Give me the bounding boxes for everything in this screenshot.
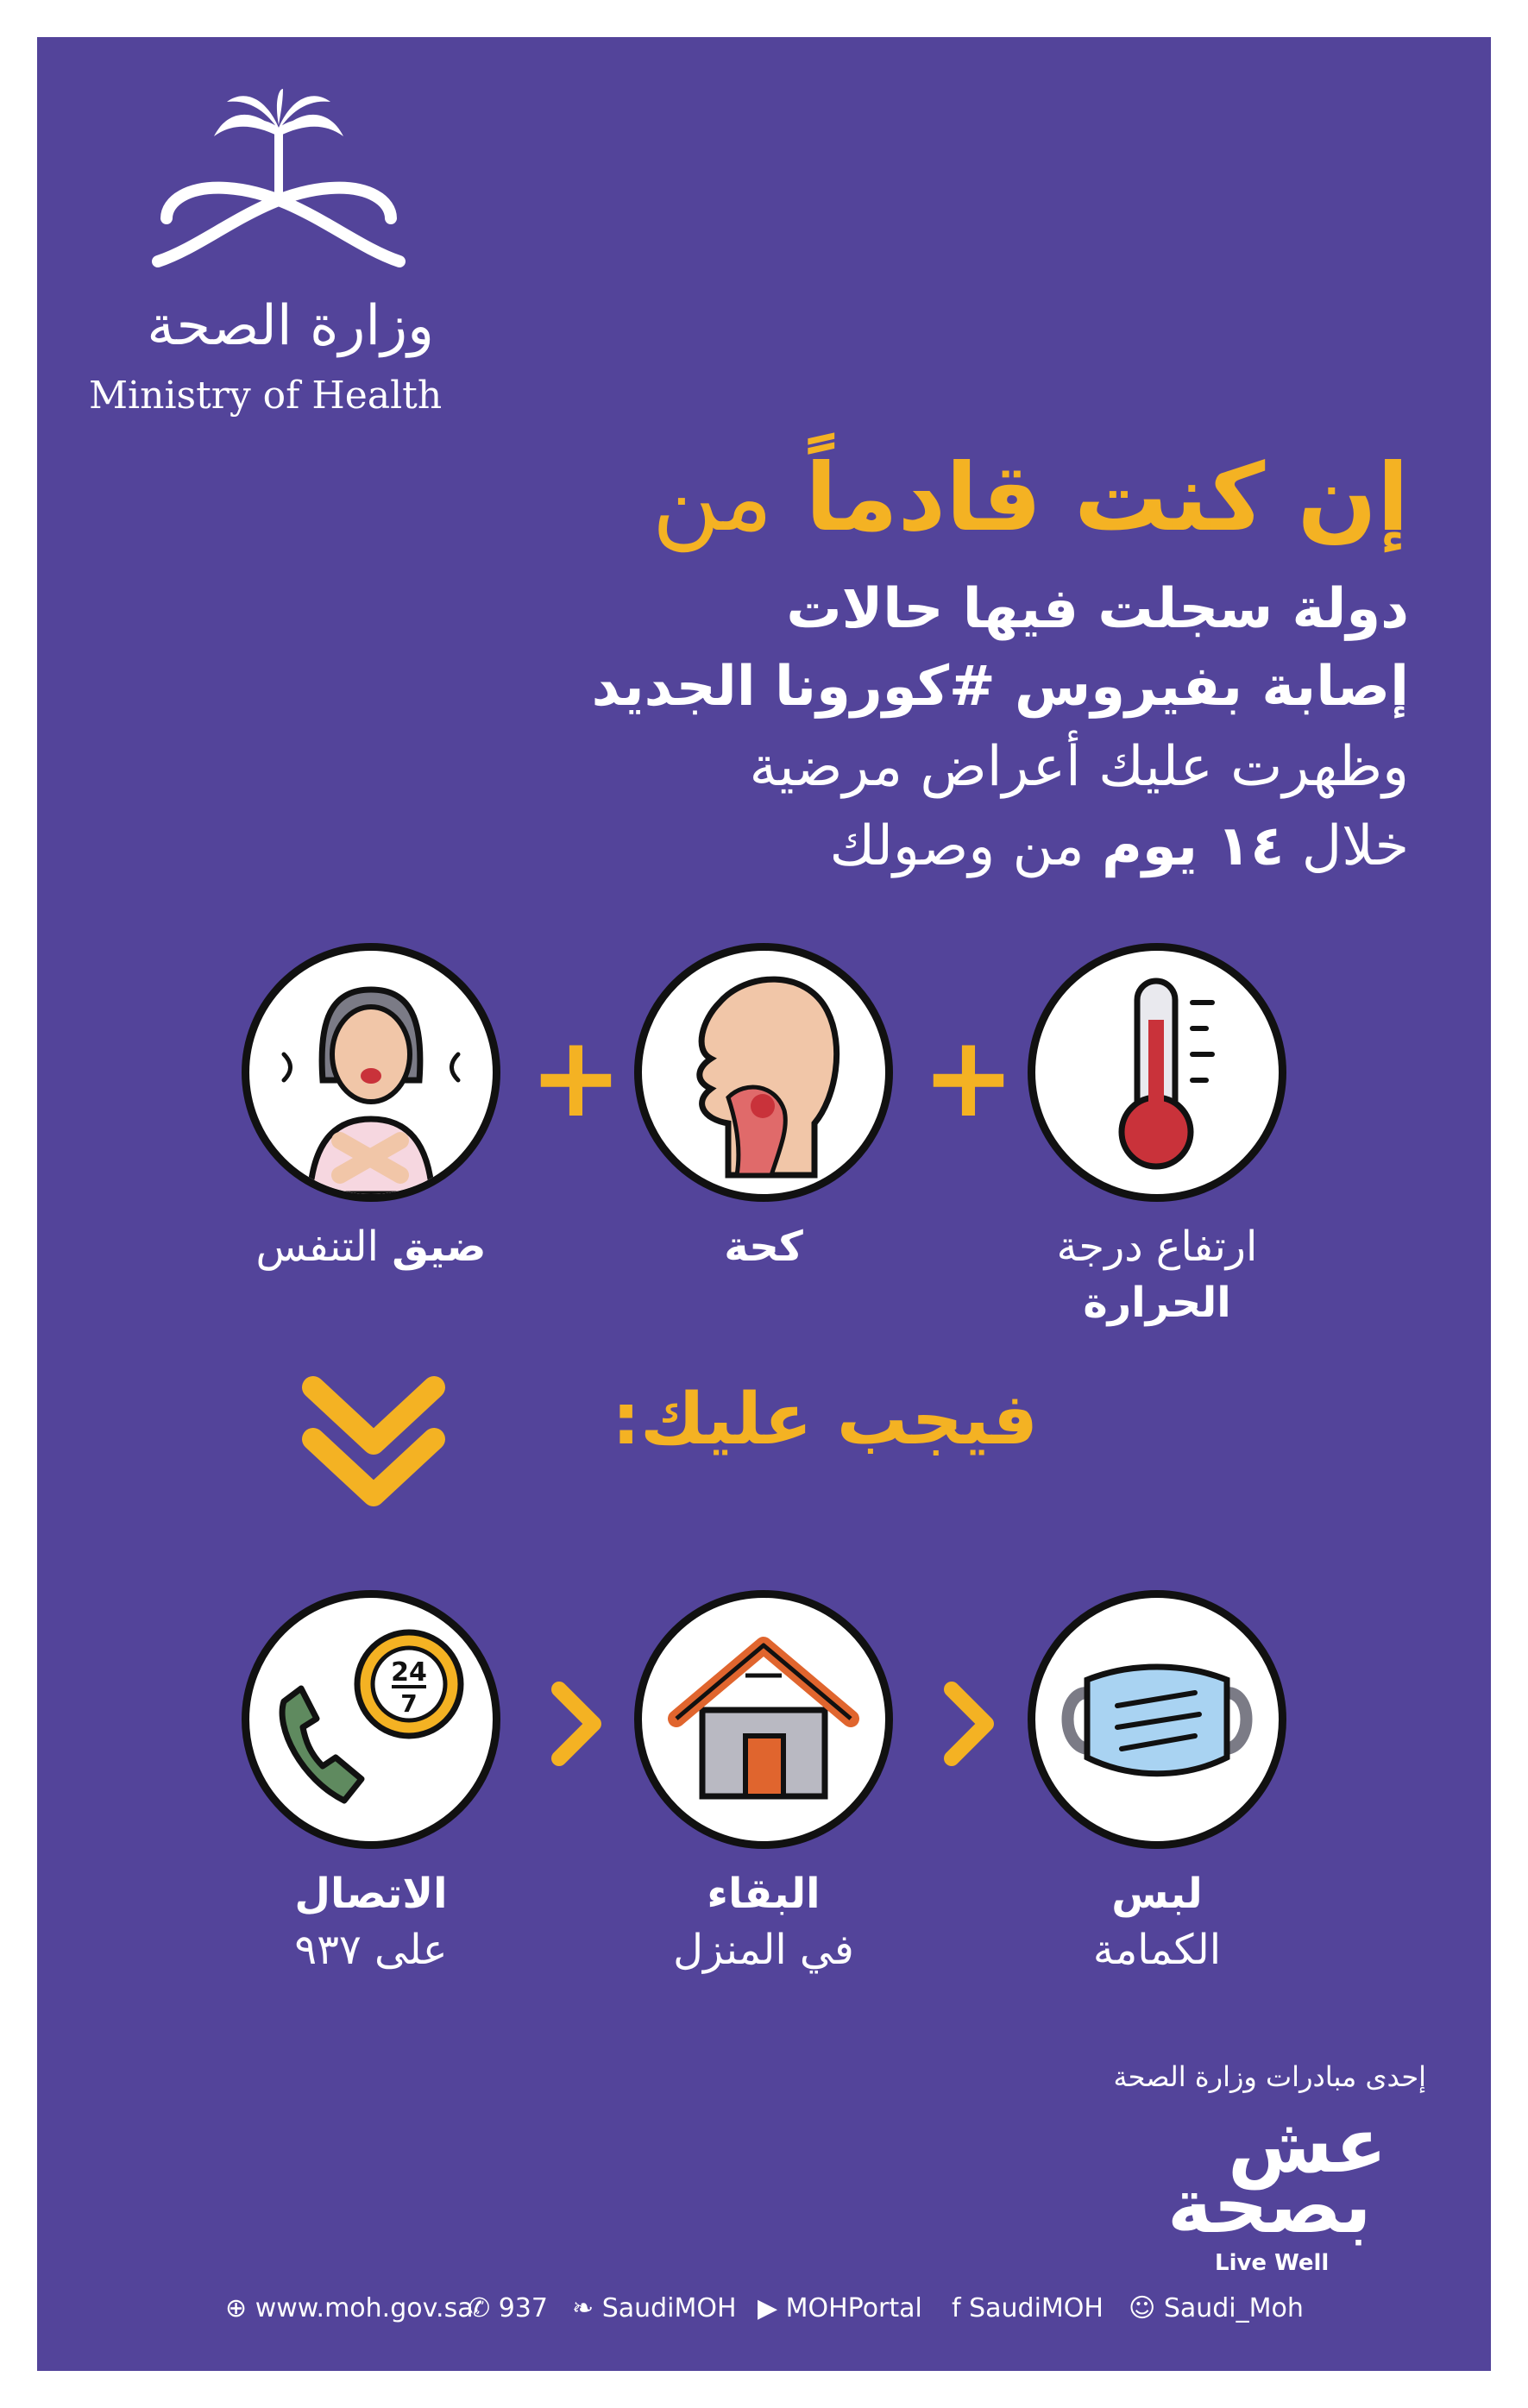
- symptom-cough-caption: كحة: [724, 1223, 803, 1271]
- chevron-icon: [542, 1676, 611, 1771]
- palm-and-swords-icon: [132, 89, 425, 296]
- plus-icon: +: [921, 1011, 1016, 1142]
- headline-thin-part: من: [651, 444, 773, 552]
- footer-twitter[interactable]: ❧ SaudiMOH: [572, 2293, 737, 2323]
- thermometer-icon: [1035, 951, 1279, 1194]
- plus-icon: +: [529, 1011, 623, 1142]
- globe-icon: ⊕: [225, 2293, 248, 2323]
- intro-line-4-prefix: خلال: [1301, 814, 1409, 878]
- chevron-icon: [934, 1676, 1003, 1771]
- brand-bottom: بصحة: [1167, 2161, 1372, 2250]
- action-call-circle: [242, 1590, 500, 1849]
- double-chevron-down-icon: [296, 1366, 451, 1512]
- logo-english-name: Ministry of Health: [89, 374, 443, 418]
- intro-line-4-days: ١٤ يوم: [1101, 814, 1285, 878]
- intro-line-4: [201, 814, 1409, 880]
- intro-line-2: إصابة بفيروس #كورونا الجديد: [591, 655, 1409, 719]
- symptom-breath-circle: [242, 943, 500, 1202]
- must-label: فيجب عليك:: [612, 1379, 1038, 1461]
- svg-text:24: 24: [391, 1657, 427, 1688]
- headline: [201, 443, 1409, 555]
- face-mask-icon: [1035, 1598, 1279, 1841]
- symptom-fever-circle: [1028, 943, 1286, 1202]
- shortness-of-breath-icon: [249, 951, 493, 1194]
- action-mask-line1: لبس: [1111, 1870, 1203, 1918]
- initiative-text: إحدى مبادرات وزارة الصحة: [1113, 2060, 1426, 2093]
- symptom-breath-bold: ضيق: [392, 1223, 487, 1271]
- intro-line-4-suffix: من وصولك: [829, 814, 1085, 878]
- symptom-breath-rest: التنفس: [255, 1223, 379, 1271]
- symptom-fever-caption: [1002, 1219, 1312, 1331]
- brand-english: Live Well: [1215, 2250, 1330, 2276]
- action-home-line2: في المنزل: [673, 1925, 854, 1974]
- footer-phone[interactable]: ✆ 937: [468, 2293, 548, 2323]
- symptom-cough-circle: [634, 943, 893, 1202]
- symptom-fever-line2: الحرارة: [1083, 1278, 1231, 1327]
- phone-24-7-icon: [249, 1598, 493, 1841]
- intro-line-1: دولة سجلت فيها حالات: [786, 577, 1409, 641]
- logo-arabic-name: وزارة الصحة: [147, 294, 434, 358]
- svg-text:7: 7: [400, 1689, 418, 1718]
- action-mask-caption: [1002, 1866, 1312, 1978]
- footer-website[interactable]: ⊕ www.moh.gov.sa: [225, 2293, 474, 2323]
- intro-line-3: وظهرت عليك أعراض مرضية: [749, 735, 1409, 799]
- brand-top: عش: [1228, 2101, 1387, 2190]
- action-home-caption: [608, 1866, 919, 1978]
- footer-snapchat[interactable]: ☺ Saudi_Moh: [1129, 2293, 1304, 2323]
- house-icon: [642, 1598, 885, 1841]
- action-mask-circle: [1028, 1590, 1286, 1849]
- phone-icon: ✆: [468, 2293, 491, 2323]
- symptom-breath-caption: [216, 1219, 526, 1275]
- poster: [37, 37, 1491, 2371]
- headline-bold-part: إن كنت قادماً: [805, 444, 1409, 552]
- action-call-line1: الاتصال: [294, 1870, 448, 1918]
- action-call-caption: [216, 1866, 526, 1978]
- twitter-icon: ❧: [572, 2293, 594, 2323]
- action-home-circle: [634, 1590, 893, 1849]
- footer-facebook[interactable]: f SaudiMOH: [952, 2293, 1104, 2323]
- facebook-icon: f: [952, 2293, 961, 2323]
- action-call-line2: على ٩٣٧: [294, 1925, 448, 1974]
- symptom-fever-line1: ارتفاع درجة: [1056, 1223, 1258, 1271]
- action-mask-line2: الكمامة: [1092, 1925, 1222, 1974]
- action-home-line1: البقاء: [707, 1870, 821, 1918]
- youtube-icon: ▶: [758, 2293, 778, 2323]
- footer-youtube[interactable]: ▶ MOHPortal: [758, 2293, 922, 2323]
- throat-cough-icon: [642, 951, 885, 1194]
- snapchat-icon: ☺: [1129, 2293, 1156, 2323]
- live-well-logo: [1150, 2101, 1409, 2280]
